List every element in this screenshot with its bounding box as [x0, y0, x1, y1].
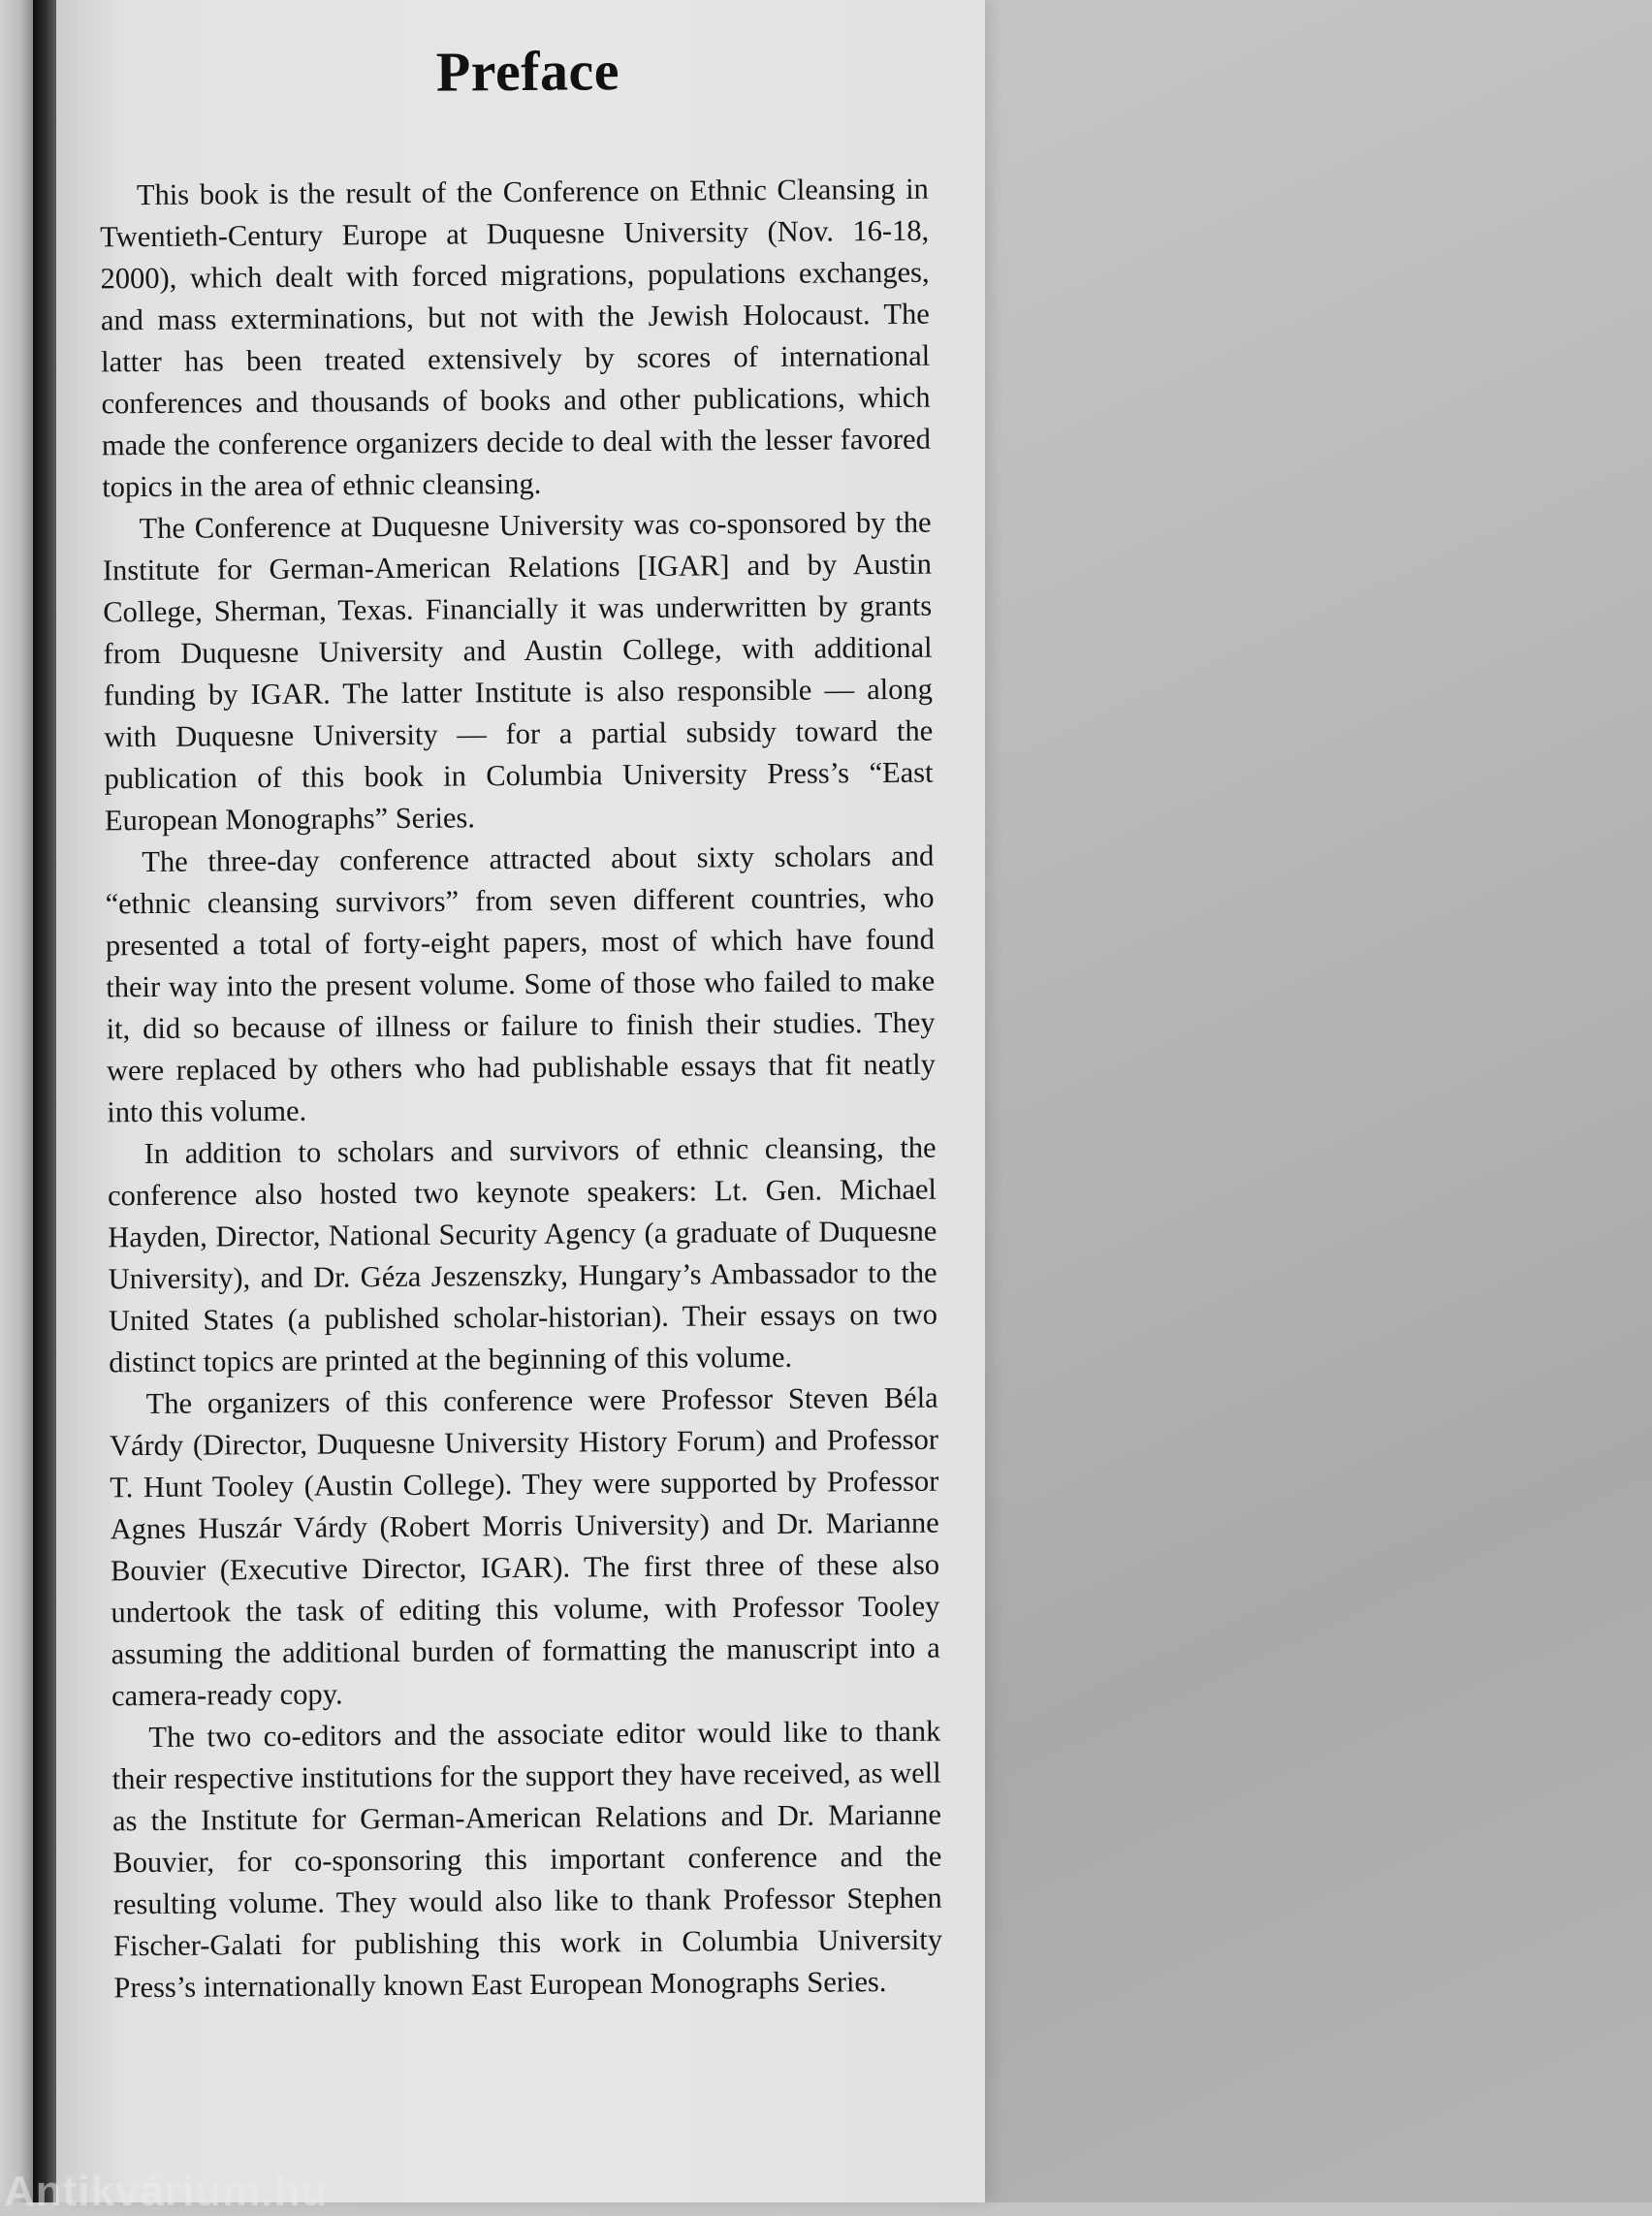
- paragraph-5: The organizers of this conference were Professor Steven Béla Várdy (Director, Duquesne University History Forum) and Professor T. Hunt Tooley (Austin College). They were supported by Professor Agnes Huszár Várdy (Robert Morris University) and Dr. Marianne Bouvier (Executive Director, IGAR). The first three of these also undertook the task of editing this volume, with Professor Tooley assuming the additional burden of formatting the manuscript into a camera-ready copy.: [109, 1380, 940, 1713]
- paragraph-4: In addition to scholars and survivors of ethnic cleansing, the conference also hosted two keynote speakers: Lt. Gen. Michael Hayden, Director, National Security Agency (a graduate of Duquesne University), and Dr. Géza Jeszenszky, Hungary’s Ambassador to the United States (a published scholar-historian). Their essays on two distinct topics are printed at the beginning of this volume.: [107, 1130, 938, 1379]
- book-edge: [0, 0, 33, 2202]
- watermark: Antikvárium.hu: [4, 2168, 329, 2215]
- paragraph-6: The two co-editors and the associate editor would like to thank their respective institutions for the support they have received, as well as the Institute for German-American Relations and Dr. Marianne Bouvier, for co-sponsoring this important conference and the resulting volume. They would also like to thank Professor Stephen Fischer-Galati for publishing this work in Columbia University Press’s internationally known East European Monographs Series.: [111, 1714, 943, 2005]
- page-content: [99, 36, 943, 2010]
- facing-blank-page: [985, 0, 1652, 2202]
- book-page: [56, 0, 985, 2202]
- paragraph-3: The three-day conference attracted about sixty scholars and “ethnic cleansing survivors” from seven different countries, who presented a total of forty-eight papers, most of which have found their way into the present volume. Some of those who failed to make it, did so because of illness or failure to finish their studies. They were replaced by others who had publishable essays that fit neatly into this volume.: [105, 839, 937, 1129]
- page-title: Preface: [435, 39, 620, 104]
- paragraph-2: The Conference at Duquesne University was co-sponsored by the Institute for German-American Relations [IGAR] and by Austin College, Sherman, Texas. Financially it was underwritten by grants from Duquesne University and Austin College, with additional funding by IGAR. The latter Institute is also responsible — along with Duquesne University — for a partial subsidy toward the publication of this book in Columbia University Press’s “East European Monographs” Series.: [102, 505, 934, 838]
- paragraph-1: This book is the result of the Conference on Ethnic Cleansing in Twentieth-Century Europe at Duquesne University (Nov. 16-18, 2000), which dealt with forced migrations, populations exchanges, and mass exterminations, but not with the Jewish Holocaust. The latter has been treated extensively by scores of international conferences and thousands of books and other publications, which made the conference organizers decide to deal with the lesser favored topics in the area of ethnic cleansing.: [100, 172, 932, 504]
